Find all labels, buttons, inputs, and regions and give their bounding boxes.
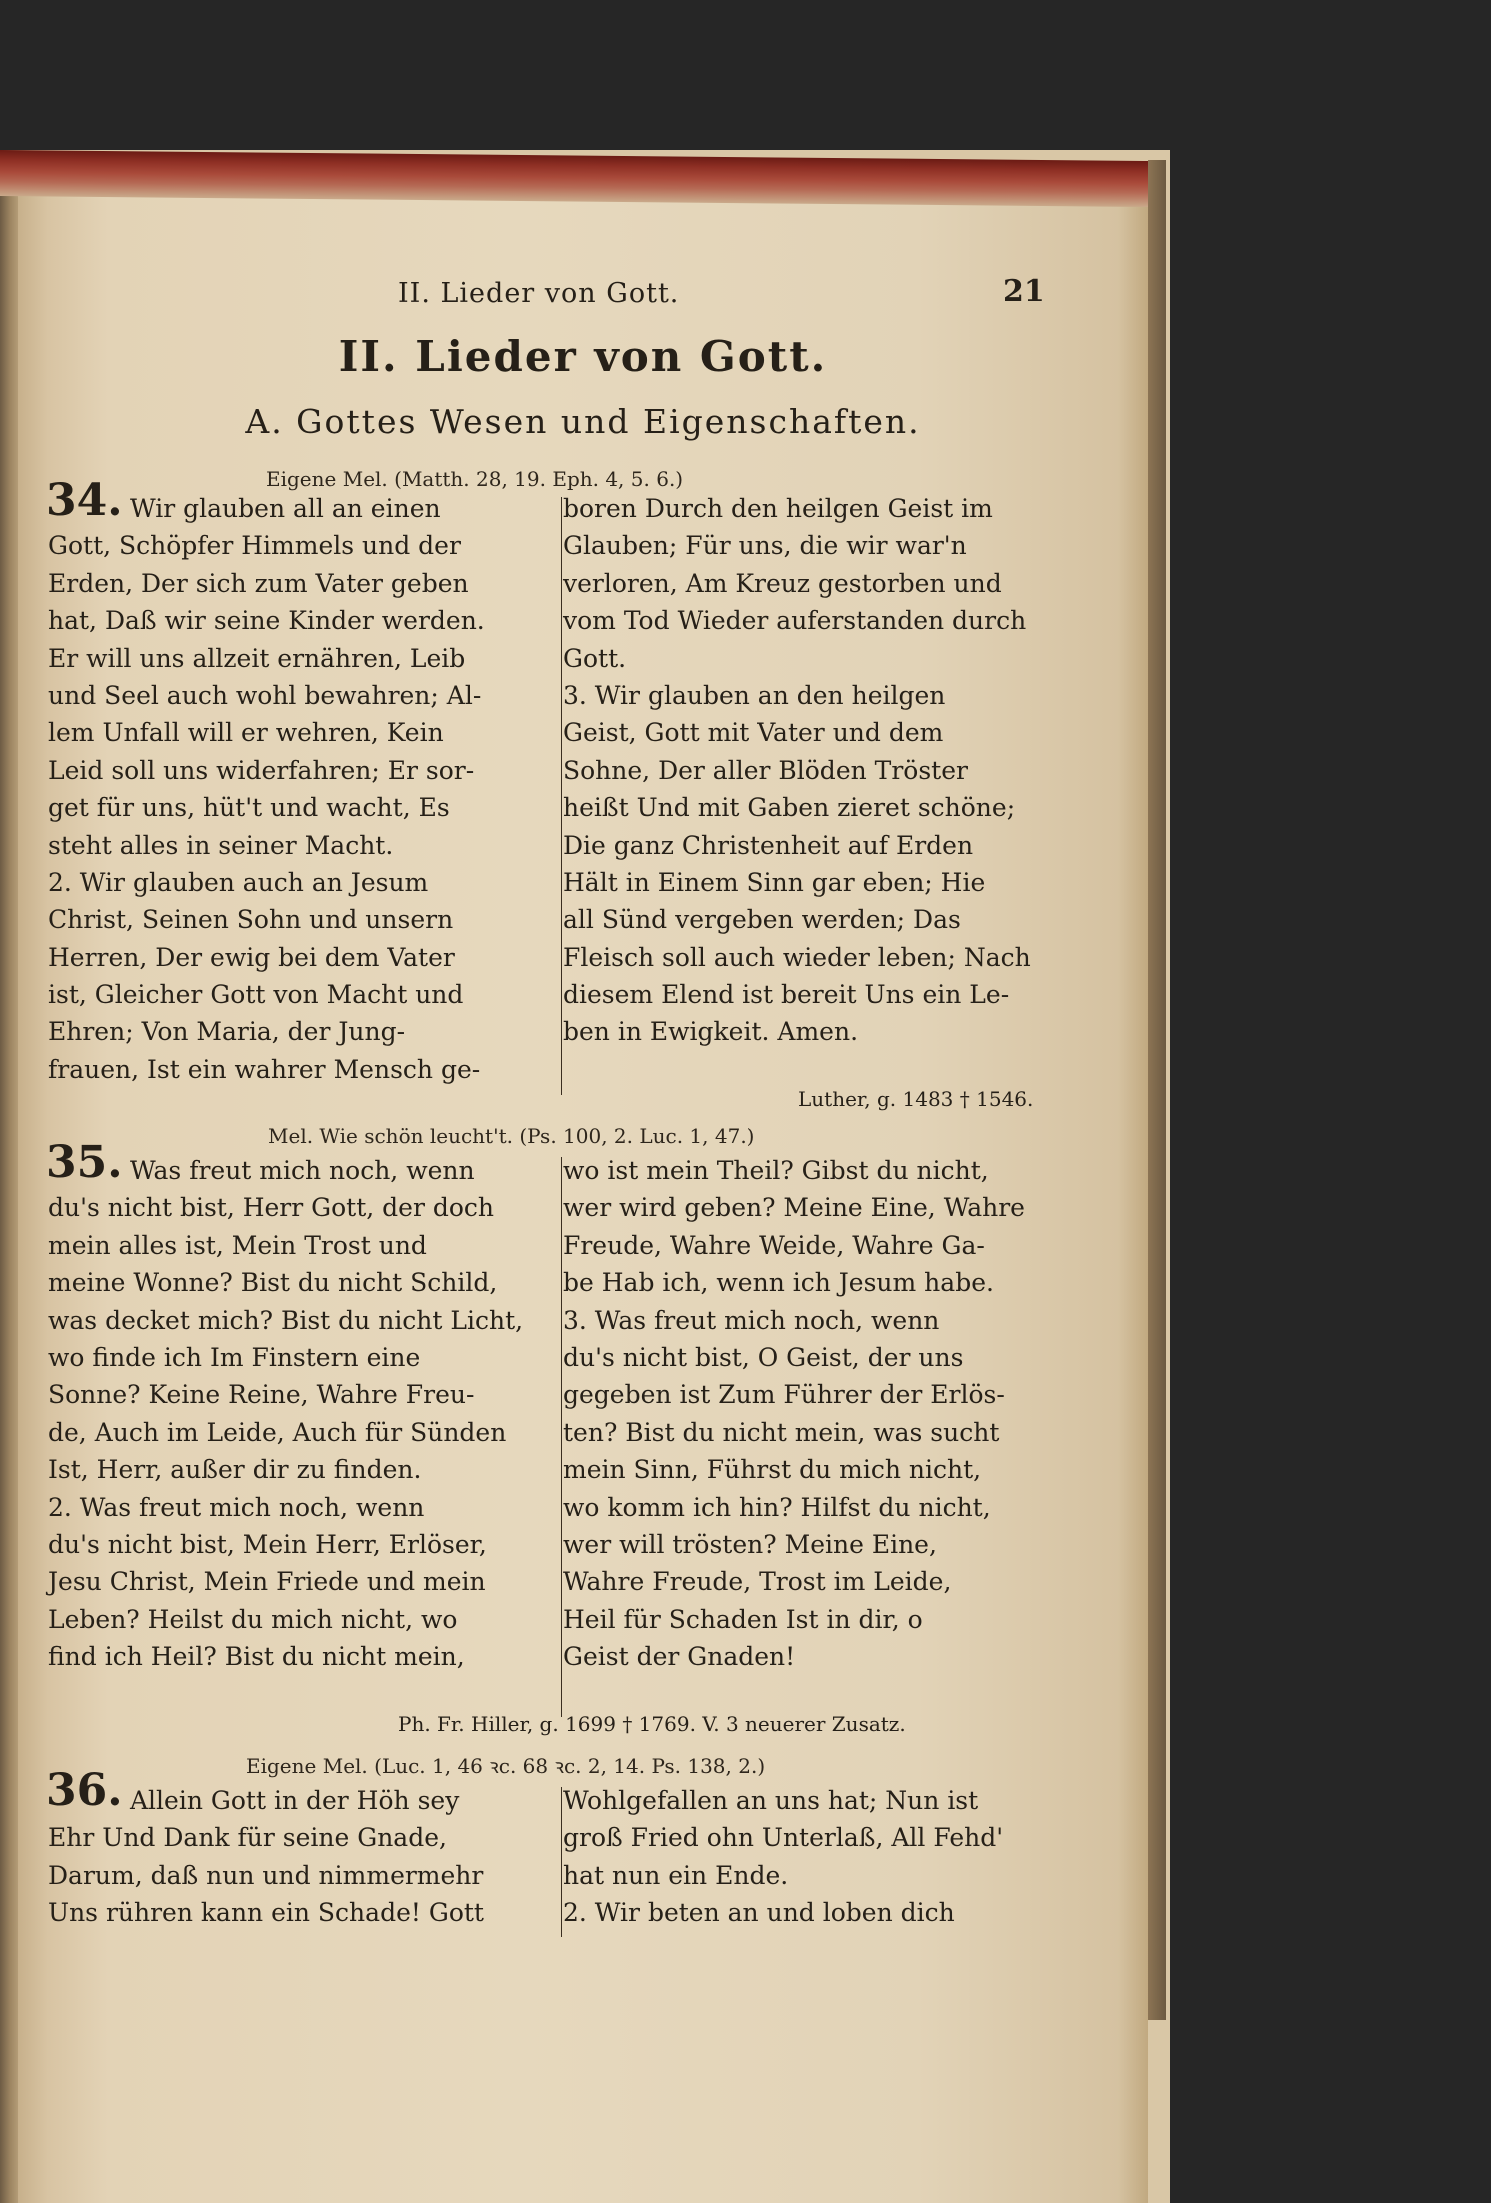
verse-line: Leben? Heilst du mich nicht, wo	[48, 1604, 458, 1634]
hymn-36-right-column	[563, 1782, 1063, 1932]
verse-line: frauen, Ist ein wahrer Mensch ge-	[48, 1054, 481, 1084]
verse-line: gegeben ist Zum Führer der Erlös-	[563, 1380, 1005, 1410]
hymn-36-left-column	[48, 1782, 563, 1932]
column-rule	[561, 497, 562, 1095]
verse-line: groß Fried ohn Unterlaß, All Fehd'	[563, 1823, 1004, 1853]
hymn-34-left-column	[48, 490, 563, 1088]
verse-line: heißt Und mit Gaben zieret schöne;	[563, 793, 1016, 823]
verse-line: Fleisch soll auch wieder leben; Nach	[563, 942, 1031, 972]
verse-line: verloren, Am Kreuz gestorben und	[563, 568, 1002, 598]
verse-line: Ehren; Von Maria, der Jung-	[48, 1017, 406, 1047]
chapter-title: II. Lieder von Gott.	[338, 332, 828, 381]
verse-line: get für uns, hüt't und wacht, Es	[48, 793, 450, 823]
hymn-author: Luther, g. 1483 † 1546.	[798, 1087, 1034, 1111]
verse-line: 3. Was freut mich noch, wenn	[563, 1305, 940, 1335]
page-number: 21	[1003, 274, 1045, 309]
running-head	[18, 274, 1148, 318]
verse-line: 3. Wir glauben an den heilgen	[563, 680, 946, 710]
verse-line: Die ganz Christenheit auf Erden	[563, 830, 974, 860]
verse-line: Leid soll uns widerfahren; Er sor-	[48, 755, 475, 785]
verse-line: Freude, Wahre Weide, Wahre Ga-	[563, 1230, 985, 1260]
verse-line: Wohlgefallen an uns hat; Nun ist	[563, 1786, 979, 1815]
verse-line: de, Auch im Leide, Auch für Sünden	[48, 1417, 507, 1447]
melody-line: Eigene Mel. (Luc. 1, 46 ꝛc. 68 ꝛc. 2, 14. Ps. 138, 2.)	[246, 1754, 766, 1778]
verse-line: du's nicht bist, O Geist, der uns	[563, 1342, 964, 1372]
verse-line: hat nun ein Ende.	[563, 1860, 789, 1890]
verse-line: Sohne, Der aller Blöden Tröster	[563, 755, 968, 785]
verse-line: lem Unfall will er wehren, Kein	[48, 718, 444, 748]
page-edge-right	[1148, 160, 1166, 2020]
verse-line: 2. Wir glauben auch an Jesum	[48, 867, 429, 897]
hymn-number: 36.	[46, 1765, 123, 1816]
verse-line: Gott, Schöpfer Himmels und der	[48, 531, 461, 561]
verse-line: Ist, Herr, außer dir zu finden.	[48, 1455, 422, 1485]
verse-line: Er will uns allzeit ernähren, Leib	[48, 643, 466, 673]
verse-line: wo ist mein Theil? Gibst du nicht,	[563, 1156, 989, 1185]
verse-line: 2. Was freut mich noch, wenn	[48, 1492, 425, 1522]
verse-line: Wahre Freude, Trost im Leide,	[563, 1567, 952, 1597]
verse-line: diesem Elend ist bereit Uns ein Le-	[563, 980, 1010, 1010]
verse-line: Erden, Der sich zum Vater geben	[48, 568, 469, 598]
hymn-35-left-column	[48, 1152, 563, 1675]
verse-line: meine Wonne? Bist du nicht Schild,	[48, 1268, 498, 1298]
verse-line: Herren, Der ewig bei dem Vater	[48, 942, 455, 972]
verse-line: Geist, Gott mit Vater und dem	[563, 718, 944, 748]
verse-line: und Seel auch wohl bewahren; Al-	[48, 680, 482, 710]
verse-line: Uns rühren kann ein Schade! Gott	[48, 1898, 484, 1928]
verse-line: steht alles in seiner Macht.	[48, 830, 394, 860]
verse-line: Sonne? Keine Reine, Wahre Freu-	[48, 1380, 475, 1410]
column-rule	[561, 1787, 562, 1937]
verse-line: Hält in Einem Sinn gar eben; Hie	[563, 867, 986, 897]
verse-line: wer will trösten? Meine Eine,	[563, 1529, 937, 1559]
verse-line: mein Sinn, Führst du mich nicht,	[563, 1455, 982, 1485]
verse-line: wer wird geben? Meine Eine, Wahre	[563, 1193, 1025, 1223]
verse-line: du's nicht bist, Herr Gott, der doch	[48, 1193, 495, 1223]
book-page	[18, 192, 1148, 2203]
hymn-number: 35.	[46, 1137, 123, 1188]
hymn-number: 34.	[46, 475, 123, 526]
verse-line: vom Tod Wieder auferstanden durch	[563, 606, 1027, 636]
hymn-35-right-column	[563, 1152, 1063, 1675]
verse-line: Gott.	[563, 643, 627, 673]
column-rule	[561, 1157, 562, 1717]
melody-line: Mel. Wie schön leucht't. (Ps. 100, 2. Luc. 1, 47.)	[268, 1124, 755, 1148]
verse-line: ten? Bist du nicht mein, was sucht	[563, 1417, 1000, 1447]
verse-line: Allein Gott in der Höh sey	[130, 1786, 460, 1815]
verse-line: Jesu Christ, Mein Friede und mein	[48, 1567, 486, 1597]
verse-line: ben in Ewigkeit. Amen.	[563, 1017, 859, 1047]
hymn-author: Ph. Fr. Hiller, g. 1699 † 1769. V. 3 neuerer Zusatz.	[398, 1712, 906, 1736]
verse-line: find ich Heil? Bist du nicht mein,	[48, 1642, 465, 1672]
verse-line: all Sünd vergeben werden; Das	[563, 905, 961, 935]
verse-line: wo finde ich Im Finstern eine	[48, 1342, 421, 1372]
verse-line: mein alles ist, Mein Trost und	[48, 1230, 427, 1260]
verse-line: wo komm ich hin? Hilfst du nicht,	[563, 1492, 991, 1522]
verse-line: boren Durch den heilgen Geist im	[563, 494, 993, 523]
running-head-title: II. Lieder von Gott.	[398, 278, 680, 309]
verse-line: hat, Daß wir seine Kinder werden.	[48, 606, 485, 636]
verse-line: Glauben; Für uns, die wir war'n	[563, 531, 967, 561]
verse-line: be Hab ich, wenn ich Jesum habe.	[563, 1268, 994, 1298]
verse-line: Was freut mich noch, wenn	[130, 1156, 475, 1185]
melody-line: Eigene Mel. (Matth. 28, 19. Eph. 4, 5. 6.)	[266, 467, 684, 491]
verse-line: Geist der Gnaden!	[563, 1642, 796, 1672]
verse-line: Heil für Schaden Ist in dir, o	[563, 1604, 923, 1634]
hymn-34-right-column	[563, 490, 1063, 1051]
section-title: A. Gottes Wesen und Eigenschaften.	[245, 402, 921, 441]
page-top-red-edge	[0, 150, 1148, 207]
verse-line: Darum, daß nun und nimmermehr	[48, 1860, 484, 1890]
verse-line: 2. Wir beten an und loben dich	[563, 1898, 955, 1928]
verse-line: du's nicht bist, Mein Herr, Erlöser,	[48, 1529, 487, 1559]
verse-line: ist, Gleicher Gott von Macht und	[48, 980, 464, 1010]
verse-line: Ehr Und Dank für seine Gnade,	[48, 1823, 447, 1853]
verse-line: Christ, Seinen Sohn und unsern	[48, 905, 454, 935]
verse-line: Wir glauben all an einen	[130, 494, 441, 523]
verse-line: was decket mich? Bist du nicht Licht,	[48, 1305, 524, 1335]
